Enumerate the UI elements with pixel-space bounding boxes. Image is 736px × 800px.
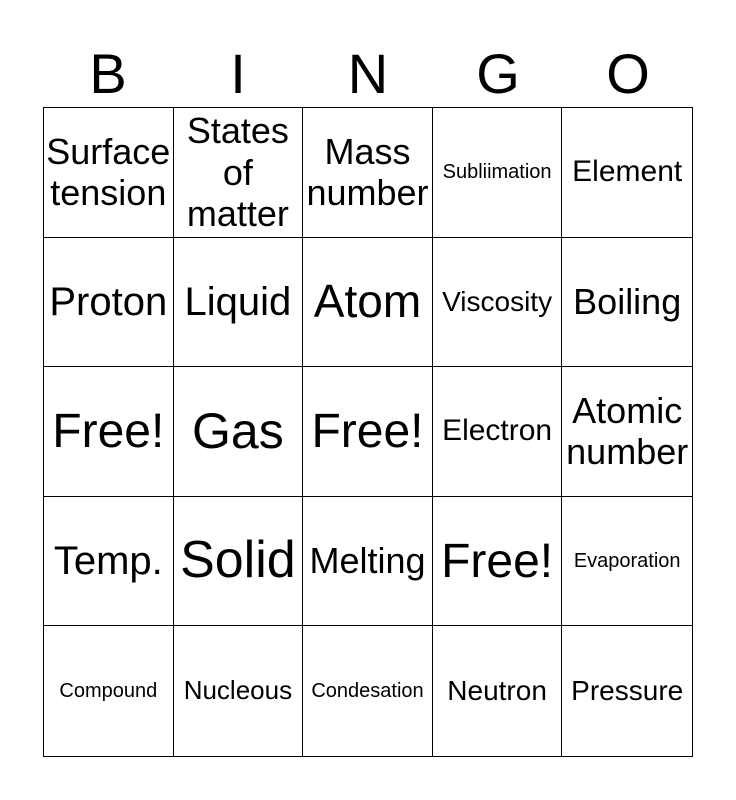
bingo-header: [43, 40, 693, 108]
bingo-cell[interactable]: Neutron: [433, 626, 563, 756]
bingo-cell[interactable]: Solid: [174, 497, 304, 627]
bingo-cell[interactable]: Element: [562, 108, 692, 238]
bingo-cell-free[interactable]: Free!: [44, 367, 174, 497]
bingo-cell[interactable]: Surface tension: [44, 108, 174, 238]
bingo-cell[interactable]: Atomic number: [562, 367, 692, 497]
bingo-cell[interactable]: Viscosity: [433, 238, 563, 368]
header-letter-i: I: [230, 42, 246, 105]
header-letter-g: G: [476, 42, 520, 105]
bingo-board: [43, 107, 693, 757]
bingo-cell[interactable]: States of matter: [174, 108, 304, 238]
bingo-cell[interactable]: Melting: [303, 497, 433, 627]
bingo-cell[interactable]: Nucleous: [174, 626, 304, 756]
header-letter-n: N: [347, 42, 389, 105]
bingo-cell[interactable]: Pressure: [571, 675, 684, 707]
bingo-cell-free[interactable]: Free!: [433, 497, 563, 627]
bingo-cell[interactable]: Evaporation: [562, 497, 692, 627]
bingo-cell[interactable]: Atom: [303, 238, 433, 368]
bingo-cell[interactable]: Temp.: [44, 497, 174, 627]
bingo-cell[interactable]: Subliimation: [433, 108, 563, 238]
bingo-cell[interactable]: Condesation: [303, 626, 433, 756]
bingo-cell[interactable]: Proton: [44, 238, 174, 368]
header-letter-o: O: [606, 42, 650, 105]
bingo-cell[interactable]: Boiling: [562, 238, 692, 368]
bingo-cell[interactable]: Liquid: [174, 238, 304, 368]
header-letter-b: B: [89, 42, 127, 105]
bingo-cell-free[interactable]: Free!: [303, 367, 433, 497]
bingo-cell[interactable]: Gas: [174, 367, 304, 497]
bingo-cell[interactable]: Mass number: [303, 108, 433, 238]
bingo-cell[interactable]: Electron: [433, 367, 563, 497]
bingo-cell[interactable]: Compound: [44, 626, 174, 756]
